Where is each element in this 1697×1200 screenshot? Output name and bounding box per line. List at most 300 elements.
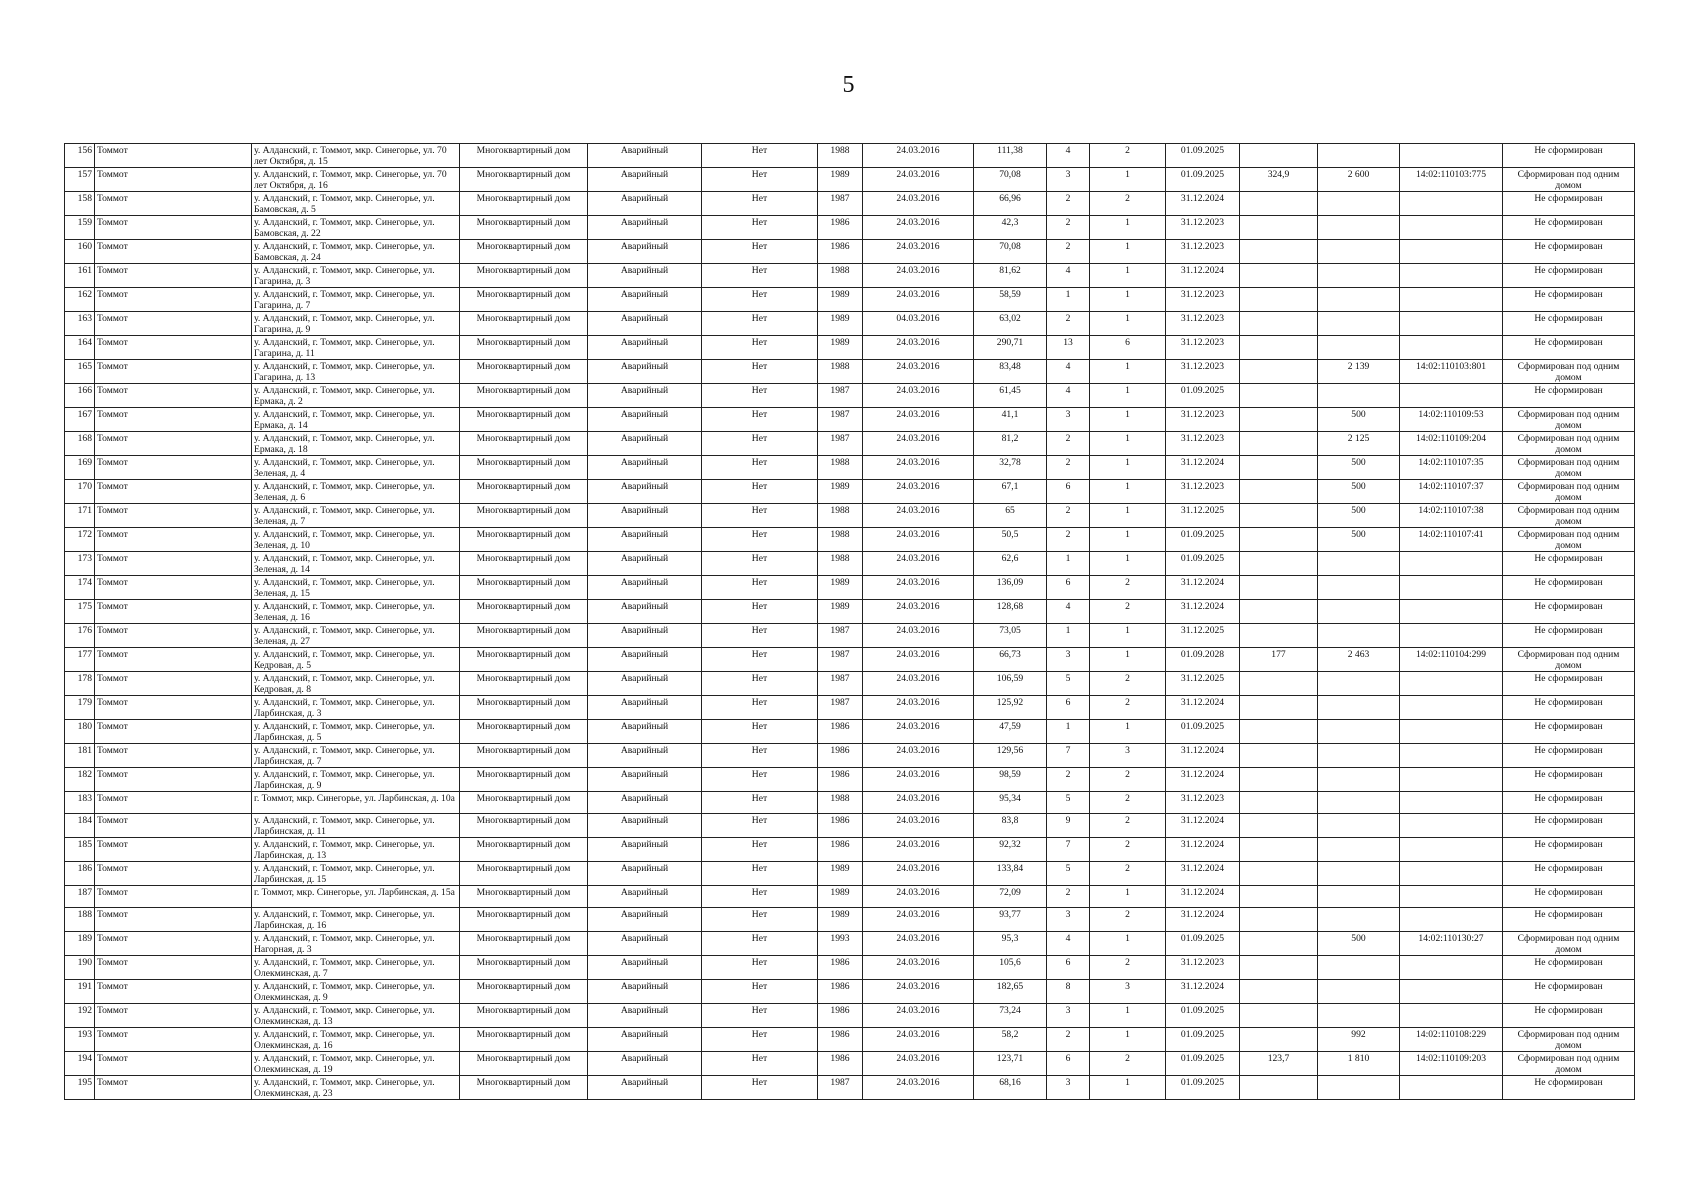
cell-plot-area bbox=[1318, 240, 1400, 264]
cell-cultural-heritage: Нет bbox=[702, 980, 818, 1004]
cell-condition: Аварийный bbox=[588, 408, 702, 432]
cell-address: у. Алданский, г. Томмот, мкр. Синегорье, ул. Гагарина, д. 11 bbox=[252, 336, 460, 360]
cell-living-area: 290,71 bbox=[974, 336, 1047, 360]
cell-row-number: 178 bbox=[65, 672, 95, 696]
cell-residents-count: 6 bbox=[1047, 1052, 1090, 1076]
cell-cultural-heritage: Нет bbox=[702, 288, 818, 312]
cell-relocation-deadline: 01.09.2025 bbox=[1166, 1052, 1240, 1076]
cell-recognition-date: 24.03.2016 bbox=[863, 144, 974, 168]
cell-building-type: Многоквартирный дом bbox=[460, 1076, 588, 1100]
cell-cadastral-number: 14:02:110109:204 bbox=[1400, 432, 1503, 456]
cell-year-built: 1986 bbox=[818, 1004, 863, 1028]
cell-plot-status: Сформирован под одним домом bbox=[1503, 528, 1635, 552]
cell-apartments-count: 2 bbox=[1090, 144, 1166, 168]
cell-settlement: Томмот bbox=[95, 932, 252, 956]
cell-recognition-date: 24.03.2016 bbox=[863, 814, 974, 838]
cell-year-built: 1987 bbox=[818, 408, 863, 432]
table-row bbox=[65, 1052, 1635, 1076]
cell-plot-area bbox=[1318, 600, 1400, 624]
cell-residents-count: 6 bbox=[1047, 576, 1090, 600]
cell-condition: Аварийный bbox=[588, 886, 702, 908]
table-row bbox=[65, 456, 1635, 480]
table-row bbox=[65, 360, 1635, 384]
cell-apartments-count: 1 bbox=[1090, 1028, 1166, 1052]
cell-plot-area: 500 bbox=[1318, 932, 1400, 956]
table-row bbox=[65, 932, 1635, 956]
cell-land-area bbox=[1240, 720, 1318, 744]
cell-relocation-deadline: 31.12.2025 bbox=[1166, 504, 1240, 528]
cell-settlement: Томмот bbox=[95, 696, 252, 720]
cell-recognition-date: 24.03.2016 bbox=[863, 648, 974, 672]
cell-recognition-date: 24.03.2016 bbox=[863, 336, 974, 360]
cell-plot-status: Не сформирован bbox=[1503, 288, 1635, 312]
cell-living-area: 66,73 bbox=[974, 648, 1047, 672]
cell-building-type: Многоквартирный дом bbox=[460, 480, 588, 504]
cell-living-area: 41,1 bbox=[974, 408, 1047, 432]
cell-settlement: Томмот bbox=[95, 1052, 252, 1076]
cell-cadastral-number: 14:02:110107:41 bbox=[1400, 528, 1503, 552]
cell-row-number: 156 bbox=[65, 144, 95, 168]
cell-condition: Аварийный bbox=[588, 932, 702, 956]
cell-building-type: Многоквартирный дом bbox=[460, 932, 588, 956]
cell-settlement: Томмот bbox=[95, 312, 252, 336]
cell-cadastral-number bbox=[1400, 672, 1503, 696]
cell-living-area: 72,09 bbox=[974, 886, 1047, 908]
cell-year-built: 1987 bbox=[818, 432, 863, 456]
cell-building-type: Многоквартирный дом bbox=[460, 192, 588, 216]
cell-row-number: 170 bbox=[65, 480, 95, 504]
cell-residents-count: 8 bbox=[1047, 980, 1090, 1004]
cell-recognition-date: 24.03.2016 bbox=[863, 1052, 974, 1076]
cell-year-built: 1986 bbox=[818, 838, 863, 862]
cell-plot-area: 500 bbox=[1318, 528, 1400, 552]
cell-cultural-heritage: Нет bbox=[702, 456, 818, 480]
cell-row-number: 182 bbox=[65, 768, 95, 792]
cell-row-number: 180 bbox=[65, 720, 95, 744]
cell-cadastral-number bbox=[1400, 216, 1503, 240]
cell-apartments-count: 1 bbox=[1090, 932, 1166, 956]
cell-settlement: Томмот bbox=[95, 792, 252, 814]
cell-residents-count: 6 bbox=[1047, 480, 1090, 504]
cell-cadastral-number bbox=[1400, 696, 1503, 720]
cell-cadastral-number: 14:02:110107:38 bbox=[1400, 504, 1503, 528]
cell-relocation-deadline: 31.12.2024 bbox=[1166, 744, 1240, 768]
cell-building-type: Многоквартирный дом bbox=[460, 768, 588, 792]
cell-settlement: Томмот bbox=[95, 908, 252, 932]
cell-condition: Аварийный bbox=[588, 768, 702, 792]
cell-condition: Аварийный bbox=[588, 1004, 702, 1028]
cell-plot-status: Не сформирован bbox=[1503, 192, 1635, 216]
cell-recognition-date: 24.03.2016 bbox=[863, 744, 974, 768]
cell-land-area bbox=[1240, 384, 1318, 408]
cell-residents-count: 2 bbox=[1047, 504, 1090, 528]
cell-land-area bbox=[1240, 144, 1318, 168]
cell-settlement: Томмот bbox=[95, 814, 252, 838]
cell-address: у. Алданский, г. Томмот, мкр. Синегорье, ул. Зеленая, д. 6 bbox=[252, 480, 460, 504]
cell-plot-status: Не сформирован bbox=[1503, 672, 1635, 696]
cell-apartments-count: 2 bbox=[1090, 862, 1166, 886]
cell-apartments-count: 2 bbox=[1090, 672, 1166, 696]
cell-apartments-count: 1 bbox=[1090, 240, 1166, 264]
cell-land-area bbox=[1240, 576, 1318, 600]
cell-row-number: 181 bbox=[65, 744, 95, 768]
cell-settlement: Томмот bbox=[95, 504, 252, 528]
cell-plot-area: 2 125 bbox=[1318, 432, 1400, 456]
cell-living-area: 67,1 bbox=[974, 480, 1047, 504]
cell-address: у. Алданский, г. Томмот, мкр. Синегорье, ул. Гагарина, д. 9 bbox=[252, 312, 460, 336]
cell-cultural-heritage: Нет bbox=[702, 1076, 818, 1100]
cell-address: у. Алданский, г. Томмот, мкр. Синегорье, ул. Зеленая, д. 16 bbox=[252, 600, 460, 624]
cell-land-area bbox=[1240, 624, 1318, 648]
cell-cadastral-number bbox=[1400, 980, 1503, 1004]
cell-living-area: 70,08 bbox=[974, 168, 1047, 192]
cell-land-area bbox=[1240, 908, 1318, 932]
cell-relocation-deadline: 31.12.2023 bbox=[1166, 480, 1240, 504]
cell-building-type: Многоквартирный дом bbox=[460, 648, 588, 672]
cell-recognition-date: 24.03.2016 bbox=[863, 528, 974, 552]
cell-plot-status: Не сформирован bbox=[1503, 600, 1635, 624]
cell-cadastral-number bbox=[1400, 576, 1503, 600]
cell-plot-status: Не сформирован bbox=[1503, 240, 1635, 264]
cell-settlement: Томмот bbox=[95, 1076, 252, 1100]
cell-row-number: 188 bbox=[65, 908, 95, 932]
cell-address: у. Алданский, г. Томмот, мкр. Синегорье, ул. Бамовская, д. 5 bbox=[252, 192, 460, 216]
cell-condition: Аварийный bbox=[588, 528, 702, 552]
cell-living-area: 136,09 bbox=[974, 576, 1047, 600]
cell-cultural-heritage: Нет bbox=[702, 408, 818, 432]
cell-row-number: 159 bbox=[65, 216, 95, 240]
cell-plot-area bbox=[1318, 552, 1400, 576]
cell-condition: Аварийный bbox=[588, 862, 702, 886]
cell-apartments-count: 1 bbox=[1090, 528, 1166, 552]
table-row bbox=[65, 814, 1635, 838]
cell-cadastral-number bbox=[1400, 792, 1503, 814]
cell-living-area: 123,71 bbox=[974, 1052, 1047, 1076]
cell-settlement: Томмот bbox=[95, 264, 252, 288]
cell-plot-area bbox=[1318, 862, 1400, 886]
cell-plot-area bbox=[1318, 744, 1400, 768]
cell-row-number: 167 bbox=[65, 408, 95, 432]
table-row bbox=[65, 1028, 1635, 1052]
cell-residents-count: 9 bbox=[1047, 814, 1090, 838]
cell-address: у. Алданский, г. Томмот, мкр. Синегорье, ул. Кедровая, д. 8 bbox=[252, 672, 460, 696]
cell-residents-count: 1 bbox=[1047, 288, 1090, 312]
cell-plot-status: Не сформирован bbox=[1503, 216, 1635, 240]
cell-land-area: 177 bbox=[1240, 648, 1318, 672]
cell-year-built: 1987 bbox=[818, 1076, 863, 1100]
cell-living-area: 129,56 bbox=[974, 744, 1047, 768]
cell-residents-count: 1 bbox=[1047, 624, 1090, 648]
cell-cultural-heritage: Нет bbox=[702, 552, 818, 576]
table-row bbox=[65, 216, 1635, 240]
cell-living-area: 98,59 bbox=[974, 768, 1047, 792]
cell-plot-status: Сформирован под одним домом bbox=[1503, 456, 1635, 480]
cell-settlement: Томмот bbox=[95, 144, 252, 168]
cell-relocation-deadline: 31.12.2024 bbox=[1166, 908, 1240, 932]
cell-plot-area bbox=[1318, 288, 1400, 312]
cell-year-built: 1989 bbox=[818, 600, 863, 624]
cell-relocation-deadline: 31.12.2024 bbox=[1166, 838, 1240, 862]
cell-plot-status: Не сформирован bbox=[1503, 144, 1635, 168]
cell-address: у. Алданский, г. Томмот, мкр. Синегорье, ул. Зеленая, д. 15 bbox=[252, 576, 460, 600]
cell-condition: Аварийный bbox=[588, 288, 702, 312]
cell-condition: Аварийный bbox=[588, 312, 702, 336]
cell-year-built: 1987 bbox=[818, 648, 863, 672]
cell-settlement: Томмот bbox=[95, 288, 252, 312]
cell-cultural-heritage: Нет bbox=[702, 1004, 818, 1028]
cell-condition: Аварийный bbox=[588, 720, 702, 744]
cell-cultural-heritage: Нет bbox=[702, 744, 818, 768]
cell-address: у. Алданский, г. Томмот, мкр. Синегорье, ул. Олекминская, д. 7 bbox=[252, 956, 460, 980]
cell-year-built: 1988 bbox=[818, 144, 863, 168]
cell-cadastral-number: 14:02:110103:775 bbox=[1400, 168, 1503, 192]
cell-cultural-heritage: Нет bbox=[702, 956, 818, 980]
cell-living-area: 83,8 bbox=[974, 814, 1047, 838]
cell-condition: Аварийный bbox=[588, 672, 702, 696]
cell-cultural-heritage: Нет bbox=[702, 432, 818, 456]
cell-plot-status: Не сформирован bbox=[1503, 624, 1635, 648]
cell-condition: Аварийный bbox=[588, 648, 702, 672]
cell-land-area bbox=[1240, 312, 1318, 336]
cell-relocation-deadline: 01.09.2025 bbox=[1166, 528, 1240, 552]
cell-land-area bbox=[1240, 744, 1318, 768]
cell-year-built: 1989 bbox=[818, 908, 863, 932]
cell-recognition-date: 24.03.2016 bbox=[863, 504, 974, 528]
cell-relocation-deadline: 31.12.2024 bbox=[1166, 192, 1240, 216]
cell-cultural-heritage: Нет bbox=[702, 696, 818, 720]
cell-cadastral-number bbox=[1400, 288, 1503, 312]
cell-relocation-deadline: 31.12.2024 bbox=[1166, 886, 1240, 908]
cell-settlement: Томмот bbox=[95, 240, 252, 264]
table-row bbox=[65, 288, 1635, 312]
cell-cultural-heritage: Нет bbox=[702, 528, 818, 552]
cell-cadastral-number bbox=[1400, 720, 1503, 744]
cell-residents-count: 2 bbox=[1047, 240, 1090, 264]
cell-year-built: 1988 bbox=[818, 528, 863, 552]
cell-relocation-deadline: 31.12.2024 bbox=[1166, 576, 1240, 600]
cell-residents-count: 6 bbox=[1047, 956, 1090, 980]
table-row bbox=[65, 144, 1635, 168]
cell-cultural-heritage: Нет bbox=[702, 624, 818, 648]
cell-year-built: 1988 bbox=[818, 504, 863, 528]
table-row bbox=[65, 980, 1635, 1004]
cell-plot-status: Сформирован под одним домом bbox=[1503, 1028, 1635, 1052]
cell-address: у. Алданский, г. Томмот, мкр. Синегорье, ул. Бамовская, д. 22 bbox=[252, 216, 460, 240]
cell-condition: Аварийный bbox=[588, 1076, 702, 1100]
cell-living-area: 83,48 bbox=[974, 360, 1047, 384]
cell-plot-status: Не сформирован bbox=[1503, 264, 1635, 288]
cell-cultural-heritage: Нет bbox=[702, 768, 818, 792]
cell-recognition-date: 24.03.2016 bbox=[863, 360, 974, 384]
cell-cultural-heritage: Нет bbox=[702, 384, 818, 408]
table-row bbox=[65, 792, 1635, 814]
cell-plot-area bbox=[1318, 384, 1400, 408]
cell-cadastral-number bbox=[1400, 862, 1503, 886]
cell-apartments-count: 2 bbox=[1090, 696, 1166, 720]
cell-recognition-date: 24.03.2016 bbox=[863, 768, 974, 792]
cell-condition: Аварийный bbox=[588, 696, 702, 720]
cell-relocation-deadline: 01.09.2025 bbox=[1166, 1076, 1240, 1100]
cell-residents-count: 5 bbox=[1047, 672, 1090, 696]
cell-apartments-count: 1 bbox=[1090, 552, 1166, 576]
cell-address: у. Алданский, г. Томмот, мкр. Синегорье, ул. Ларбинская, д. 7 bbox=[252, 744, 460, 768]
cell-apartments-count: 1 bbox=[1090, 1076, 1166, 1100]
cell-land-area bbox=[1240, 480, 1318, 504]
cell-apartments-count: 3 bbox=[1090, 744, 1166, 768]
cell-plot-area bbox=[1318, 336, 1400, 360]
cell-cultural-heritage: Нет bbox=[702, 908, 818, 932]
cell-living-area: 95,3 bbox=[974, 932, 1047, 956]
cell-land-area bbox=[1240, 1028, 1318, 1052]
cell-recognition-date: 24.03.2016 bbox=[863, 838, 974, 862]
cell-building-type: Многоквартирный дом bbox=[460, 384, 588, 408]
cell-address: у. Алданский, г. Томмот, мкр. Синегорье, ул. Ларбинская, д. 3 bbox=[252, 696, 460, 720]
cell-apartments-count: 6 bbox=[1090, 336, 1166, 360]
cell-address: у. Алданский, г. Томмот, мкр. Синегорье, ул. Олекминская, д. 16 bbox=[252, 1028, 460, 1052]
cell-residents-count: 7 bbox=[1047, 744, 1090, 768]
table-row bbox=[65, 908, 1635, 932]
cell-address: у. Алданский, г. Томмот, мкр. Синегорье, ул. Ларбинская, д. 9 bbox=[252, 768, 460, 792]
cell-living-area: 95,34 bbox=[974, 792, 1047, 814]
cell-residents-count: 4 bbox=[1047, 360, 1090, 384]
cell-condition: Аварийный bbox=[588, 576, 702, 600]
cell-condition: Аварийный bbox=[588, 838, 702, 862]
cell-apartments-count: 2 bbox=[1090, 1052, 1166, 1076]
cell-condition: Аварийный bbox=[588, 240, 702, 264]
cell-settlement: Томмот bbox=[95, 528, 252, 552]
cell-relocation-deadline: 31.12.2023 bbox=[1166, 360, 1240, 384]
cell-address: у. Алданский, г. Томмот, мкр. Синегорье, ул. Нагорная, д. 3 bbox=[252, 932, 460, 956]
cell-cultural-heritage: Нет bbox=[702, 932, 818, 956]
cell-cadastral-number bbox=[1400, 814, 1503, 838]
cell-plot-area bbox=[1318, 216, 1400, 240]
cell-residents-count: 2 bbox=[1047, 886, 1090, 908]
cell-recognition-date: 24.03.2016 bbox=[863, 552, 974, 576]
cell-building-type: Многоквартирный дом bbox=[460, 1028, 588, 1052]
cell-plot-area bbox=[1318, 144, 1400, 168]
cell-plot-area: 500 bbox=[1318, 504, 1400, 528]
cell-row-number: 192 bbox=[65, 1004, 95, 1028]
cell-recognition-date: 24.03.2016 bbox=[863, 408, 974, 432]
cell-building-type: Многоквартирный дом bbox=[460, 336, 588, 360]
cell-address: у. Алданский, г. Томмот, мкр. Синегорье, ул. Зеленая, д. 10 bbox=[252, 528, 460, 552]
cell-plot-area: 992 bbox=[1318, 1028, 1400, 1052]
cell-row-number: 173 bbox=[65, 552, 95, 576]
cell-plot-status: Не сформирован bbox=[1503, 956, 1635, 980]
cell-address: у. Алданский, г. Томмот, мкр. Синегорье, ул. Ларбинская, д. 16 bbox=[252, 908, 460, 932]
cell-apartments-count: 2 bbox=[1090, 956, 1166, 980]
cell-year-built: 1987 bbox=[818, 672, 863, 696]
cell-address: у. Алданский, г. Томмот, мкр. Синегорье, ул. Олекминская, д. 13 bbox=[252, 1004, 460, 1028]
cell-settlement: Томмот bbox=[95, 192, 252, 216]
cell-plot-area bbox=[1318, 720, 1400, 744]
cell-apartments-count: 2 bbox=[1090, 192, 1166, 216]
cell-plot-area bbox=[1318, 696, 1400, 720]
cell-cadastral-number bbox=[1400, 838, 1503, 862]
cell-row-number: 187 bbox=[65, 886, 95, 908]
cell-recognition-date: 24.03.2016 bbox=[863, 168, 974, 192]
cell-recognition-date: 24.03.2016 bbox=[863, 480, 974, 504]
cell-plot-area bbox=[1318, 908, 1400, 932]
cell-settlement: Томмот bbox=[95, 1004, 252, 1028]
cell-residents-count: 5 bbox=[1047, 792, 1090, 814]
cell-relocation-deadline: 31.12.2023 bbox=[1166, 956, 1240, 980]
cell-year-built: 1989 bbox=[818, 862, 863, 886]
cell-cultural-heritage: Нет bbox=[702, 192, 818, 216]
cell-plot-status: Не сформирован bbox=[1503, 838, 1635, 862]
cell-living-area: 66,96 bbox=[974, 192, 1047, 216]
cell-plot-area: 500 bbox=[1318, 408, 1400, 432]
cell-recognition-date: 24.03.2016 bbox=[863, 886, 974, 908]
cell-living-area: 92,32 bbox=[974, 838, 1047, 862]
cell-relocation-deadline: 31.12.2024 bbox=[1166, 814, 1240, 838]
cell-apartments-count: 1 bbox=[1090, 1004, 1166, 1028]
cell-plot-area bbox=[1318, 792, 1400, 814]
cell-relocation-deadline: 31.12.2023 bbox=[1166, 216, 1240, 240]
cell-relocation-deadline: 31.12.2024 bbox=[1166, 980, 1240, 1004]
table-row bbox=[65, 1004, 1635, 1028]
cell-building-type: Многоквартирный дом bbox=[460, 956, 588, 980]
cell-living-area: 81,62 bbox=[974, 264, 1047, 288]
cell-relocation-deadline: 01.09.2025 bbox=[1166, 384, 1240, 408]
cell-address: у. Алданский, г. Томмот, мкр. Синегорье, ул. Ларбинская, д. 5 bbox=[252, 720, 460, 744]
cell-land-area bbox=[1240, 672, 1318, 696]
cell-year-built: 1987 bbox=[818, 384, 863, 408]
cell-recognition-date: 24.03.2016 bbox=[863, 792, 974, 814]
cell-apartments-count: 2 bbox=[1090, 908, 1166, 932]
housing-registry-table bbox=[64, 143, 1635, 1100]
cell-land-area bbox=[1240, 432, 1318, 456]
cell-plot-status: Не сформирован bbox=[1503, 792, 1635, 814]
cell-relocation-deadline: 31.12.2024 bbox=[1166, 600, 1240, 624]
cell-row-number: 185 bbox=[65, 838, 95, 862]
cell-cultural-heritage: Нет bbox=[702, 862, 818, 886]
cell-living-area: 62,6 bbox=[974, 552, 1047, 576]
cell-cadastral-number bbox=[1400, 336, 1503, 360]
cell-plot-status: Не сформирован bbox=[1503, 980, 1635, 1004]
cell-apartments-count: 2 bbox=[1090, 792, 1166, 814]
table-row bbox=[65, 336, 1635, 360]
cell-residents-count: 4 bbox=[1047, 600, 1090, 624]
cell-plot-status: Не сформирован bbox=[1503, 312, 1635, 336]
cell-land-area bbox=[1240, 792, 1318, 814]
cell-relocation-deadline: 31.12.2023 bbox=[1166, 312, 1240, 336]
cell-plot-area: 2 463 bbox=[1318, 648, 1400, 672]
cell-relocation-deadline: 31.12.2025 bbox=[1166, 624, 1240, 648]
cell-row-number: 169 bbox=[65, 456, 95, 480]
table-row bbox=[65, 886, 1635, 908]
cell-plot-status: Сформирован под одним домом bbox=[1503, 360, 1635, 384]
cell-plot-area bbox=[1318, 980, 1400, 1004]
cell-recognition-date: 24.03.2016 bbox=[863, 720, 974, 744]
cell-row-number: 179 bbox=[65, 696, 95, 720]
table-row bbox=[65, 528, 1635, 552]
cell-land-area bbox=[1240, 360, 1318, 384]
cell-row-number: 195 bbox=[65, 1076, 95, 1100]
table-row bbox=[65, 1076, 1635, 1100]
cell-land-area bbox=[1240, 980, 1318, 1004]
cell-residents-count: 4 bbox=[1047, 384, 1090, 408]
cell-apartments-count: 3 bbox=[1090, 980, 1166, 1004]
cell-apartments-count: 1 bbox=[1090, 648, 1166, 672]
cell-apartments-count: 1 bbox=[1090, 480, 1166, 504]
cell-row-number: 190 bbox=[65, 956, 95, 980]
cell-settlement: Томмот bbox=[95, 336, 252, 360]
cell-land-area bbox=[1240, 814, 1318, 838]
cell-year-built: 1989 bbox=[818, 288, 863, 312]
cell-cultural-heritage: Нет bbox=[702, 240, 818, 264]
cell-address: у. Алданский, г. Томмот, мкр. Синегорье, ул. Ларбинская, д. 13 bbox=[252, 838, 460, 862]
